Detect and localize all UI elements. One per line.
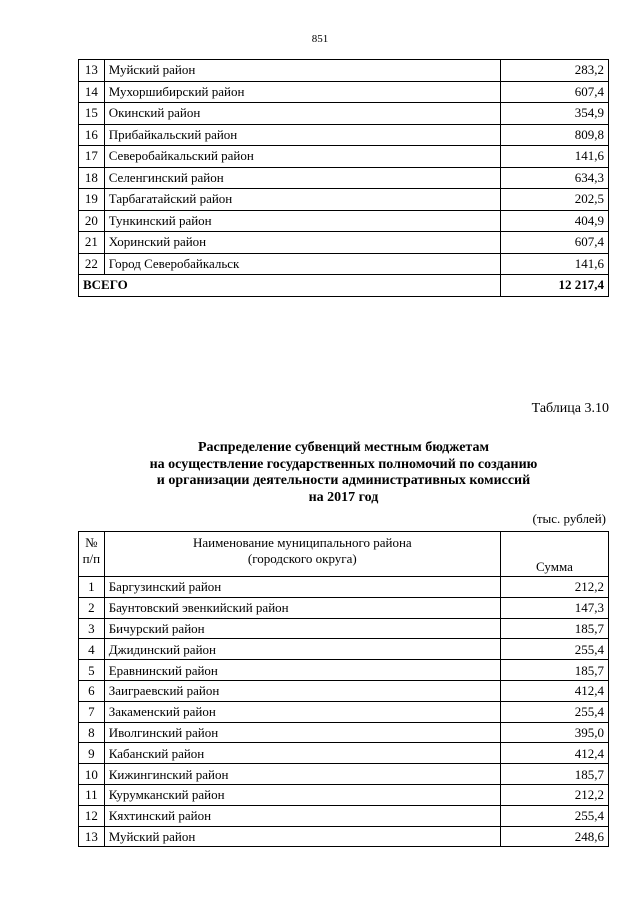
row-sum: 248,6 — [500, 826, 608, 847]
header-name — [104, 532, 500, 577]
row-sum: 255,4 — [500, 639, 608, 660]
row-number: 1 — [79, 577, 105, 598]
table1-body — [79, 60, 609, 275]
row-number: 10 — [79, 764, 105, 785]
row-number: 21 — [79, 232, 105, 254]
row-sum: 395,0 — [500, 722, 608, 743]
table2-body — [79, 577, 609, 847]
row-sum: 412,4 — [500, 743, 608, 764]
row-number: 11 — [79, 784, 105, 805]
table-row — [79, 660, 609, 681]
row-number: 2 — [79, 597, 105, 618]
total-label: ВСЕГО — [79, 275, 501, 297]
total-sum: 12 217,4 — [500, 275, 608, 297]
table-row — [79, 253, 609, 275]
row-number: 6 — [79, 680, 105, 701]
row-district-name: Кабанский район — [104, 743, 500, 764]
row-sum: 212,2 — [500, 577, 608, 598]
row-sum: 255,4 — [500, 805, 608, 826]
table-row — [79, 701, 609, 722]
row-district-name: Муйский район — [104, 60, 500, 82]
row-sum: 141,6 — [500, 253, 608, 275]
row-district-name: Бичурский район — [104, 618, 500, 639]
row-number: 9 — [79, 743, 105, 764]
row-district-name: Закаменский район — [104, 701, 500, 722]
table-label: Таблица 3.10 — [531, 401, 609, 416]
row-district-name: Баргузинский район — [104, 577, 500, 598]
row-sum: 634,3 — [500, 167, 608, 189]
header-num-line1: № — [85, 535, 98, 550]
row-number: 20 — [79, 210, 105, 232]
table-row — [79, 167, 609, 189]
row-sum: 283,2 — [500, 60, 608, 82]
row-sum: 607,4 — [500, 232, 608, 254]
row-sum: 185,7 — [500, 618, 608, 639]
table-row — [79, 81, 609, 103]
table-title — [78, 440, 609, 506]
row-number: 18 — [79, 167, 105, 189]
table-row — [79, 784, 609, 805]
row-number: 5 — [79, 660, 105, 681]
units-label: (тыс. рублей) — [532, 511, 606, 526]
header-name-line1: Наименование муниципального района — [192, 535, 412, 550]
header-name-line2: (городского округа) — [247, 551, 357, 566]
row-number: 13 — [79, 60, 105, 82]
row-district-name: Тункинский район — [104, 210, 500, 232]
row-district-name: Город Северобайкальск — [104, 253, 500, 275]
header-num-line2: п/п — [82, 551, 101, 566]
row-sum: 607,4 — [500, 81, 608, 103]
table-row — [79, 680, 609, 701]
row-number: 12 — [79, 805, 105, 826]
table-row — [79, 639, 609, 660]
row-sum: 141,6 — [500, 146, 608, 168]
row-number: 22 — [79, 253, 105, 275]
row-number: 4 — [79, 639, 105, 660]
row-district-name: Заиграевский район — [104, 680, 500, 701]
row-sum: 212,2 — [500, 784, 608, 805]
row-district-name: Муйский район — [104, 826, 500, 847]
table-row — [79, 189, 609, 211]
row-sum: 354,9 — [500, 103, 608, 125]
row-district-name: Окинский район — [104, 103, 500, 125]
row-sum: 404,9 — [500, 210, 608, 232]
row-number: 19 — [79, 189, 105, 211]
total-row — [79, 275, 609, 297]
row-number: 17 — [79, 146, 105, 168]
row-number: 3 — [79, 618, 105, 639]
table-row — [79, 597, 609, 618]
table-row — [79, 577, 609, 598]
row-district-name: Тарбагатайский район — [104, 189, 500, 211]
row-number: 7 — [79, 701, 105, 722]
title-line: Распределение субвенций местным бюджетам — [197, 440, 490, 455]
row-sum: 185,7 — [500, 764, 608, 785]
header-sum: Сумма — [500, 532, 608, 577]
table-row — [79, 805, 609, 826]
row-number: 14 — [79, 81, 105, 103]
row-district-name: Баунтовский эвенкийский район — [104, 597, 500, 618]
table-row — [79, 826, 609, 847]
table-row — [79, 146, 609, 168]
row-district-name: Кижингинский район — [104, 764, 500, 785]
row-sum: 412,4 — [500, 680, 608, 701]
table-row — [79, 232, 609, 254]
table-row — [79, 103, 609, 125]
title-line: на 2017 год — [308, 489, 379, 505]
row-district-name: Джидинский район — [104, 639, 500, 660]
header-num — [79, 532, 105, 577]
row-sum: 147,3 — [500, 597, 608, 618]
table-row — [79, 60, 609, 82]
row-district-name: Кяхтинский район — [104, 805, 500, 826]
table-row — [79, 210, 609, 232]
table-row — [79, 722, 609, 743]
row-sum: 255,4 — [500, 701, 608, 722]
subvention-table-continued — [78, 59, 609, 297]
row-number: 8 — [79, 722, 105, 743]
row-number: 15 — [79, 103, 105, 125]
row-sum: 202,5 — [500, 189, 608, 211]
title-line: и организации деятельности административных комиссий — [156, 473, 531, 488]
row-district-name: Хоринский район — [104, 232, 500, 254]
row-sum: 185,7 — [500, 660, 608, 681]
row-district-name: Иволгинский район — [104, 722, 500, 743]
table-row — [79, 764, 609, 785]
row-number: 13 — [79, 826, 105, 847]
row-district-name: Курумканский район — [104, 784, 500, 805]
row-sum: 809,8 — [500, 124, 608, 146]
table-header-row — [79, 532, 609, 577]
row-district-name: Еравнинский район — [104, 660, 500, 681]
title-line: на осуществление государственных полномочий по созданию — [149, 456, 538, 472]
subvention-table-3-10 — [78, 531, 609, 847]
row-district-name: Северобайкальский район — [104, 146, 500, 168]
row-district-name: Селенгинский район — [104, 167, 500, 189]
row-district-name: Мухоршибирский район — [104, 81, 500, 103]
table-row — [79, 124, 609, 146]
row-number: 16 — [79, 124, 105, 146]
table-row — [79, 743, 609, 764]
row-district-name: Прибайкальский район — [104, 124, 500, 146]
table-row — [79, 618, 609, 639]
page-number: 851 — [311, 33, 329, 45]
